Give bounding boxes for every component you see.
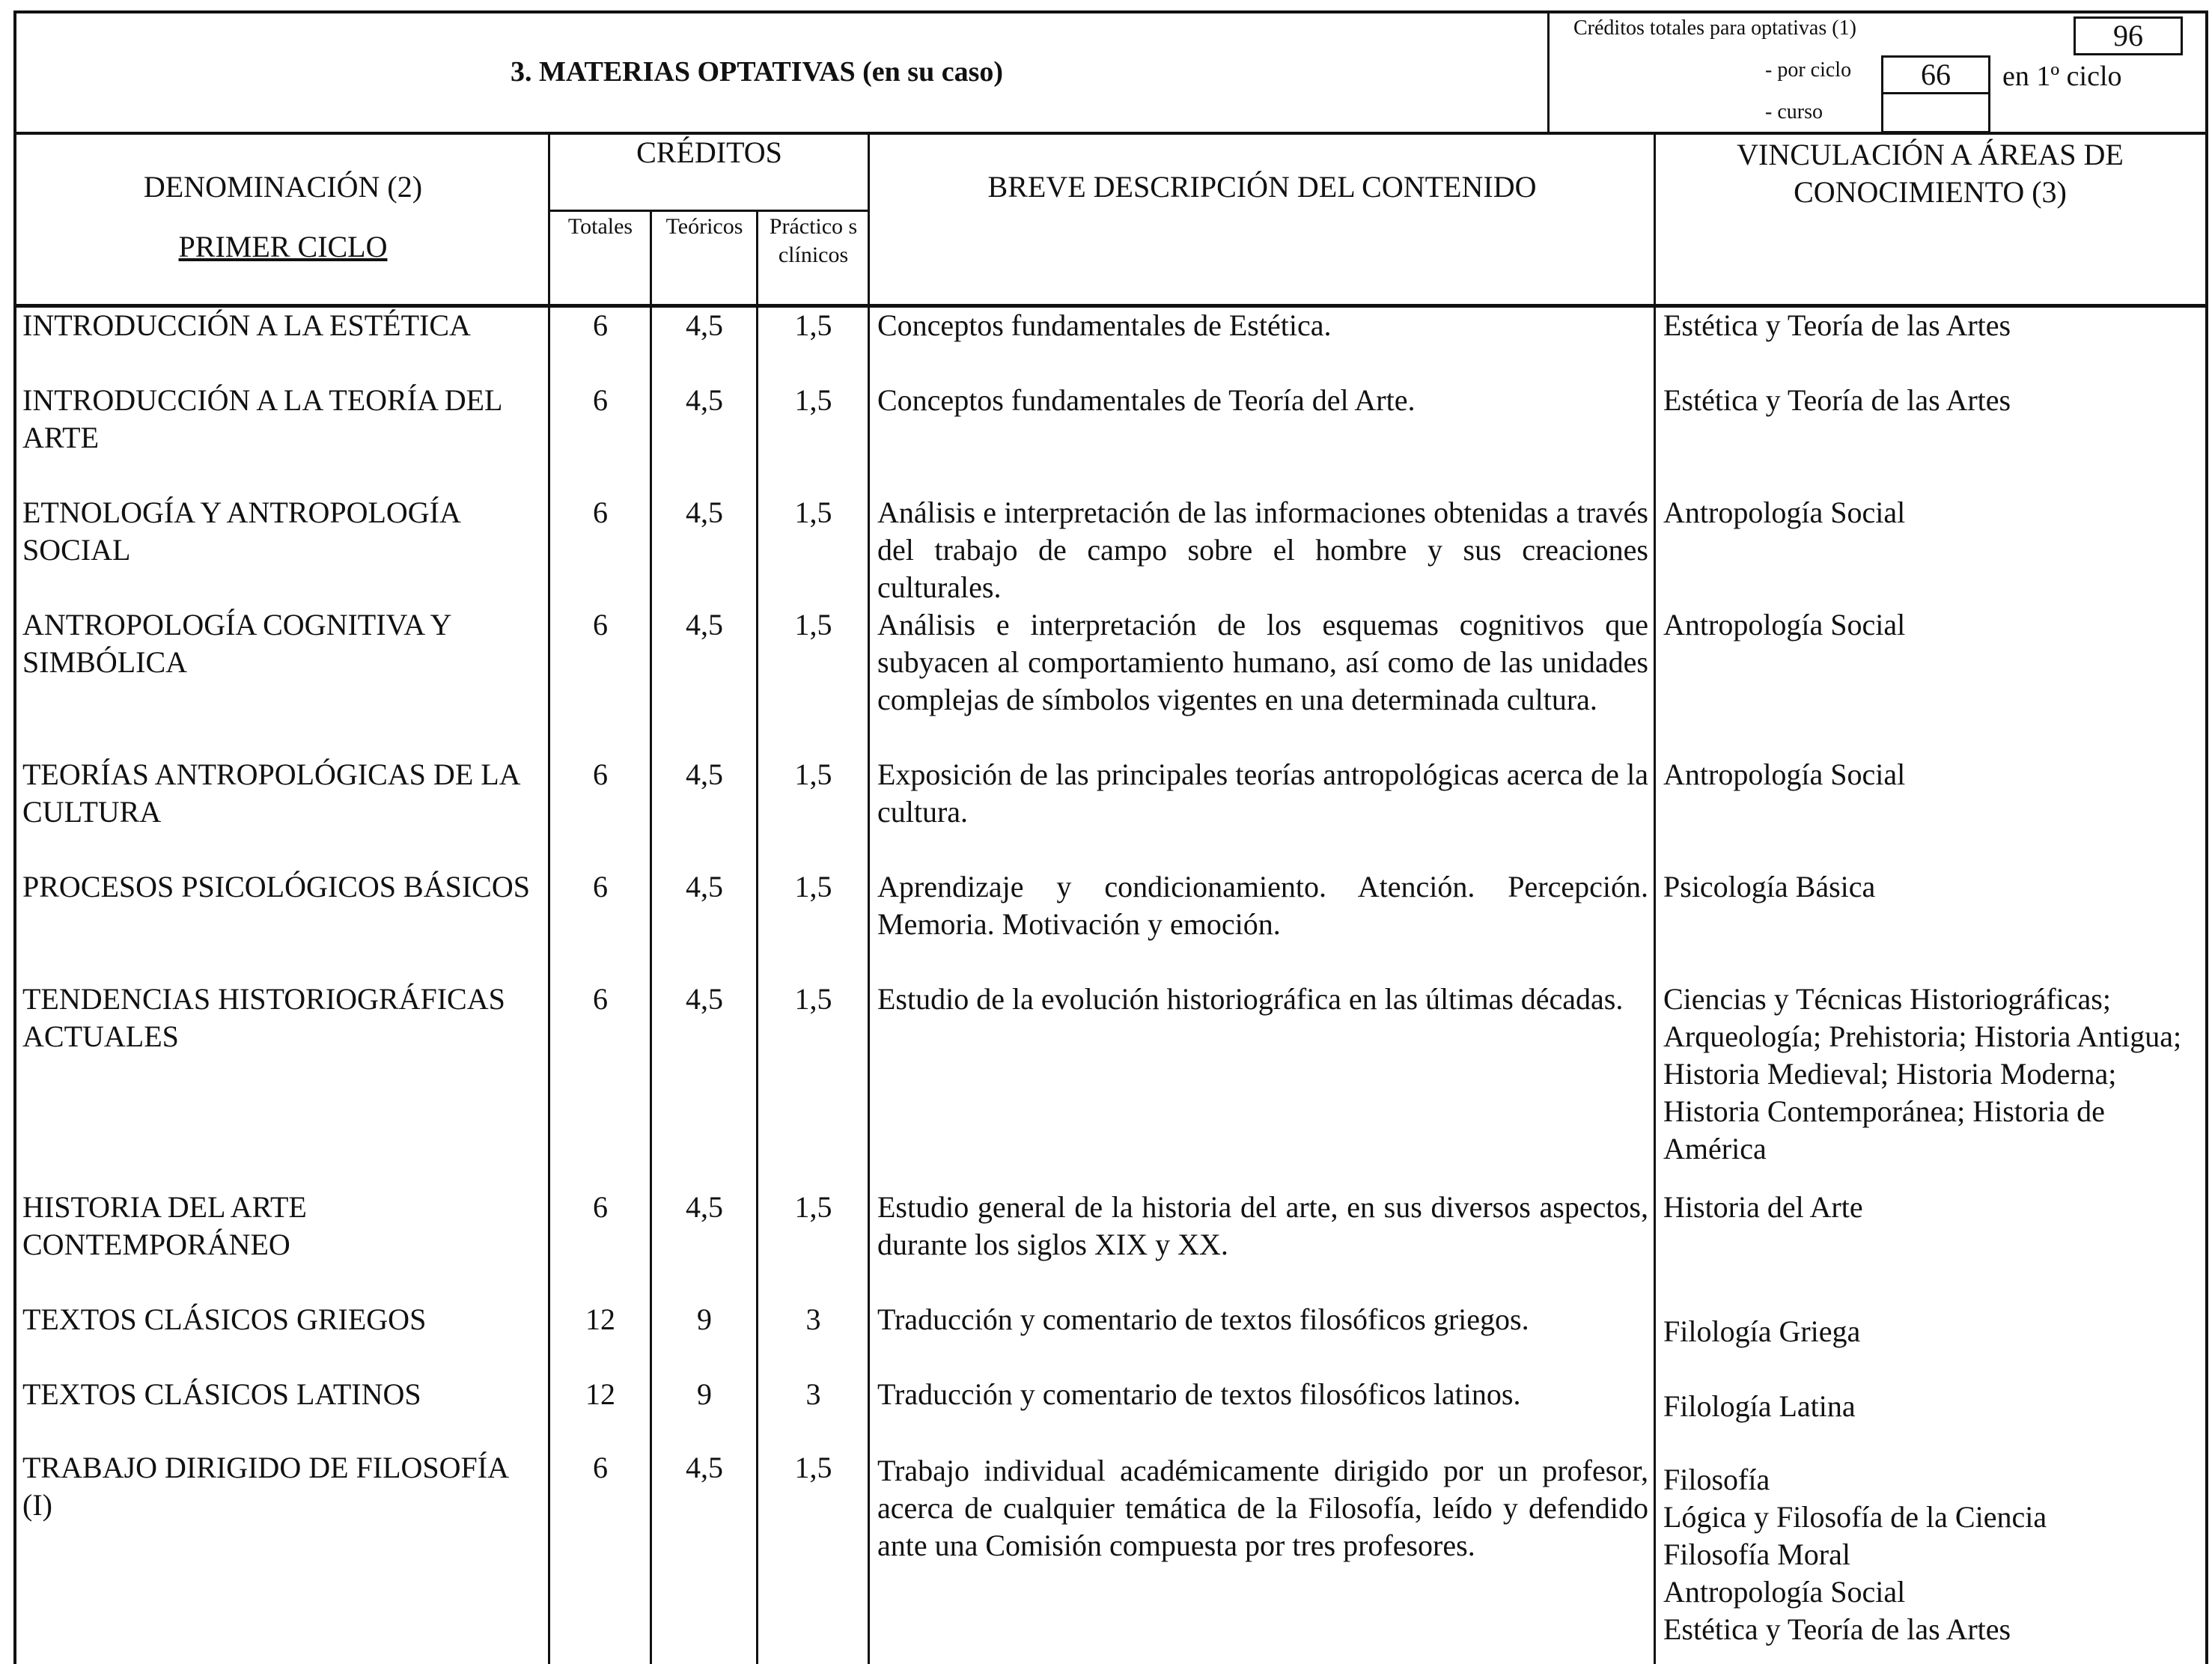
credits-total: 6 [593, 758, 608, 791]
knowledge-area: Psicología Básica [1663, 870, 1876, 903]
knowledge-area [1663, 1461, 2202, 1648]
header-denominacion: DENOMINACIÓN (2) [143, 170, 423, 204]
credits-total: 6 [593, 1190, 608, 1224]
knowledge-area-line: Antropología Social [1663, 1575, 1906, 1609]
credits-total: 6 [593, 383, 608, 417]
credits-practice: 1,5 [794, 496, 832, 529]
credits-theory: 4,5 [686, 758, 723, 791]
subject-name: ETNOLOGÍA Y ANTROPOLOGÍA SOCIAL [22, 496, 460, 567]
knowledge-area-line: Filosofía [1663, 1463, 1770, 1496]
section-header [13, 10, 2208, 132]
credits-practice: 3 [805, 1302, 821, 1336]
knowledge-area: Ciencias y Técnicas Historiográficas; Arqueología; Prehistoria; Historia Antigua; Historia Medieval; Historia Moderna; Historia Contemporánea; Historia de América [1663, 982, 2182, 1165]
knowledge-area: Estética y Teoría de las Artes [1663, 308, 2011, 342]
credits-theory: 4,5 [686, 1451, 723, 1484]
knowledge-area: Filología Latina [1663, 1389, 1856, 1423]
credits-practice: 1,5 [794, 870, 832, 903]
credits-total: 6 [593, 870, 608, 903]
subject-name: ANTROPOLOGÍA COGNITIVA Y SIMBÓLICA [22, 608, 451, 679]
subject-name: TEXTOS CLÁSICOS LATINOS [22, 1377, 421, 1411]
total-credits-value: 96 [2074, 16, 2183, 55]
header-totales: Totales [567, 214, 633, 239]
section-title: 3. MATERIAS OPTATIVAS (en su caso) [511, 56, 1004, 88]
knowledge-area: Estética y Teoría de las Artes [1663, 383, 2011, 417]
subject-name: INTRODUCCIÓN A LA ESTÉTICA [22, 308, 471, 342]
subject-name: INTRODUCCIÓN A LA TEORÍA DEL ARTE [22, 383, 502, 454]
subject-name: TEXTOS CLÁSICOS GRIEGOS [22, 1302, 427, 1336]
per-cycle-label: - por ciclo [1765, 58, 1852, 82]
knowledge-area: Filología Griega [1663, 1314, 1861, 1348]
subject-description: Conceptos fundamentales de Estética. [877, 308, 1332, 342]
credits-practice: 1,5 [794, 1451, 832, 1484]
subjects-table [13, 132, 2208, 1664]
credits-theory: 4,5 [686, 383, 723, 417]
header-teoricos: Teóricos [665, 214, 743, 239]
col-divider [1654, 135, 1656, 1664]
subject-description: Exposición de las principales teorías antropológicas acerca de la cultura. [877, 758, 1648, 829]
subject-name: TEORÍAS ANTROPOLÓGICAS DE LA CULTURA [22, 758, 520, 829]
credits-total: 6 [593, 982, 608, 1016]
credits-practice: 3 [805, 1377, 821, 1411]
per-cycle-value: 66 [1881, 55, 1990, 94]
subject-description: Traducción y comentario de textos filosóficos griegos. [877, 1302, 1529, 1336]
header-creditos: CRÉDITOS [636, 135, 782, 169]
subject-description: Análisis e interpretación de las informaciones obtenidas a través del trabajo de campo sobre el hombre y sus creaciones culturales. [877, 496, 1648, 604]
credits-theory: 9 [697, 1302, 712, 1336]
subject-name: TRABAJO DIRIGIDO DE FILOSOFÍA (I) [22, 1451, 508, 1522]
credits-theory: 4,5 [686, 870, 723, 903]
subject-name: TENDENCIAS HISTORIOGRÁFICAS ACTUALES [22, 982, 505, 1053]
total-credits-label: Créditos totales para optativas (1) [1573, 16, 1856, 40]
course-label: - curso [1765, 100, 1823, 124]
credits-theory: 4,5 [686, 1190, 723, 1224]
credits-theory: 4,5 [686, 308, 723, 342]
subject-description: Estudio de la evolución historiográfica en las últimas décadas. [877, 982, 1624, 1016]
subject-name: HISTORIA DEL ARTE CONTEMPORÁNEO [22, 1190, 307, 1261]
knowledge-area-line: Filosofía Moral [1663, 1537, 1850, 1571]
credits-practice: 1,5 [794, 308, 832, 342]
credits-total: 12 [585, 1377, 615, 1411]
subject-description: Traducción y comentario de textos filosóficos latinos. [877, 1377, 1521, 1411]
credits-subheader-line [549, 210, 869, 212]
knowledge-area: Antropología Social [1663, 758, 1906, 791]
cycle-suffix: en 1º ciclo [2002, 61, 2122, 92]
credits-practice: 1,5 [794, 758, 832, 791]
subject-name: PROCESOS PSICOLÓGICOS BÁSICOS [22, 870, 530, 903]
credits-theory: 4,5 [686, 982, 723, 1016]
header-vinculacion: VINCULACIÓN A ÁREAS DE CONOCIMIENTO (3) [1737, 138, 2124, 209]
course-value-box [1881, 94, 1990, 133]
knowledge-area: Antropología Social [1663, 608, 1906, 641]
credits-total: 6 [593, 608, 608, 641]
subject-description: Aprendizaje y condicionamiento. Atención. Percepción. Memoria. Motivación y emoción. [877, 870, 1648, 941]
credits-practice: 1,5 [794, 982, 832, 1016]
credits-theory: 9 [697, 1377, 712, 1411]
credits-total: 6 [593, 1451, 608, 1484]
subject-description: Análisis e interpretación de los esquemas cognitivos que subyacen al comportamiento humano, así como de las unidades complejas de símbolos vigentes en una determinada cultura. [877, 608, 1648, 716]
subject-description: Estudio general de la historia del arte, en sus diversos aspectos, durante los siglos XIX y XX. [877, 1190, 1648, 1261]
credits-practice: 1,5 [794, 1190, 832, 1224]
knowledge-area-line: Lógica y Filosofía de la Ciencia [1663, 1500, 2047, 1534]
credits-theory: 4,5 [686, 496, 723, 529]
header-descripcion: BREVE DESCRIPCIÓN DEL CONTENIDO [987, 170, 1537, 204]
header-practicos: Práctico s clínicos [769, 214, 858, 267]
credits-theory: 4,5 [686, 608, 723, 641]
credits-practice: 1,5 [794, 608, 832, 641]
header-primer-ciclo: PRIMER CICLO [178, 230, 388, 263]
knowledge-area-line: Estética y Teoría de las Artes [1663, 1612, 2011, 1646]
subject-description: Trabajo individual académicamente dirigido por un profesor, acerca de cualquier temática de la Filosofía, leído y defendido ante una Comisión compuesta por tres profesores. [877, 1454, 1648, 1562]
credits-total: 6 [593, 496, 608, 529]
knowledge-area: Antropología Social [1663, 496, 1906, 529]
knowledge-area: Historia del Arte [1663, 1190, 1863, 1224]
credits-total: 6 [593, 308, 608, 342]
credits-practice: 1,5 [794, 383, 832, 417]
credits-summary [1547, 13, 2211, 135]
credits-total: 12 [585, 1302, 615, 1336]
subject-description: Conceptos fundamentales de Teoría del Arte. [877, 383, 1416, 417]
